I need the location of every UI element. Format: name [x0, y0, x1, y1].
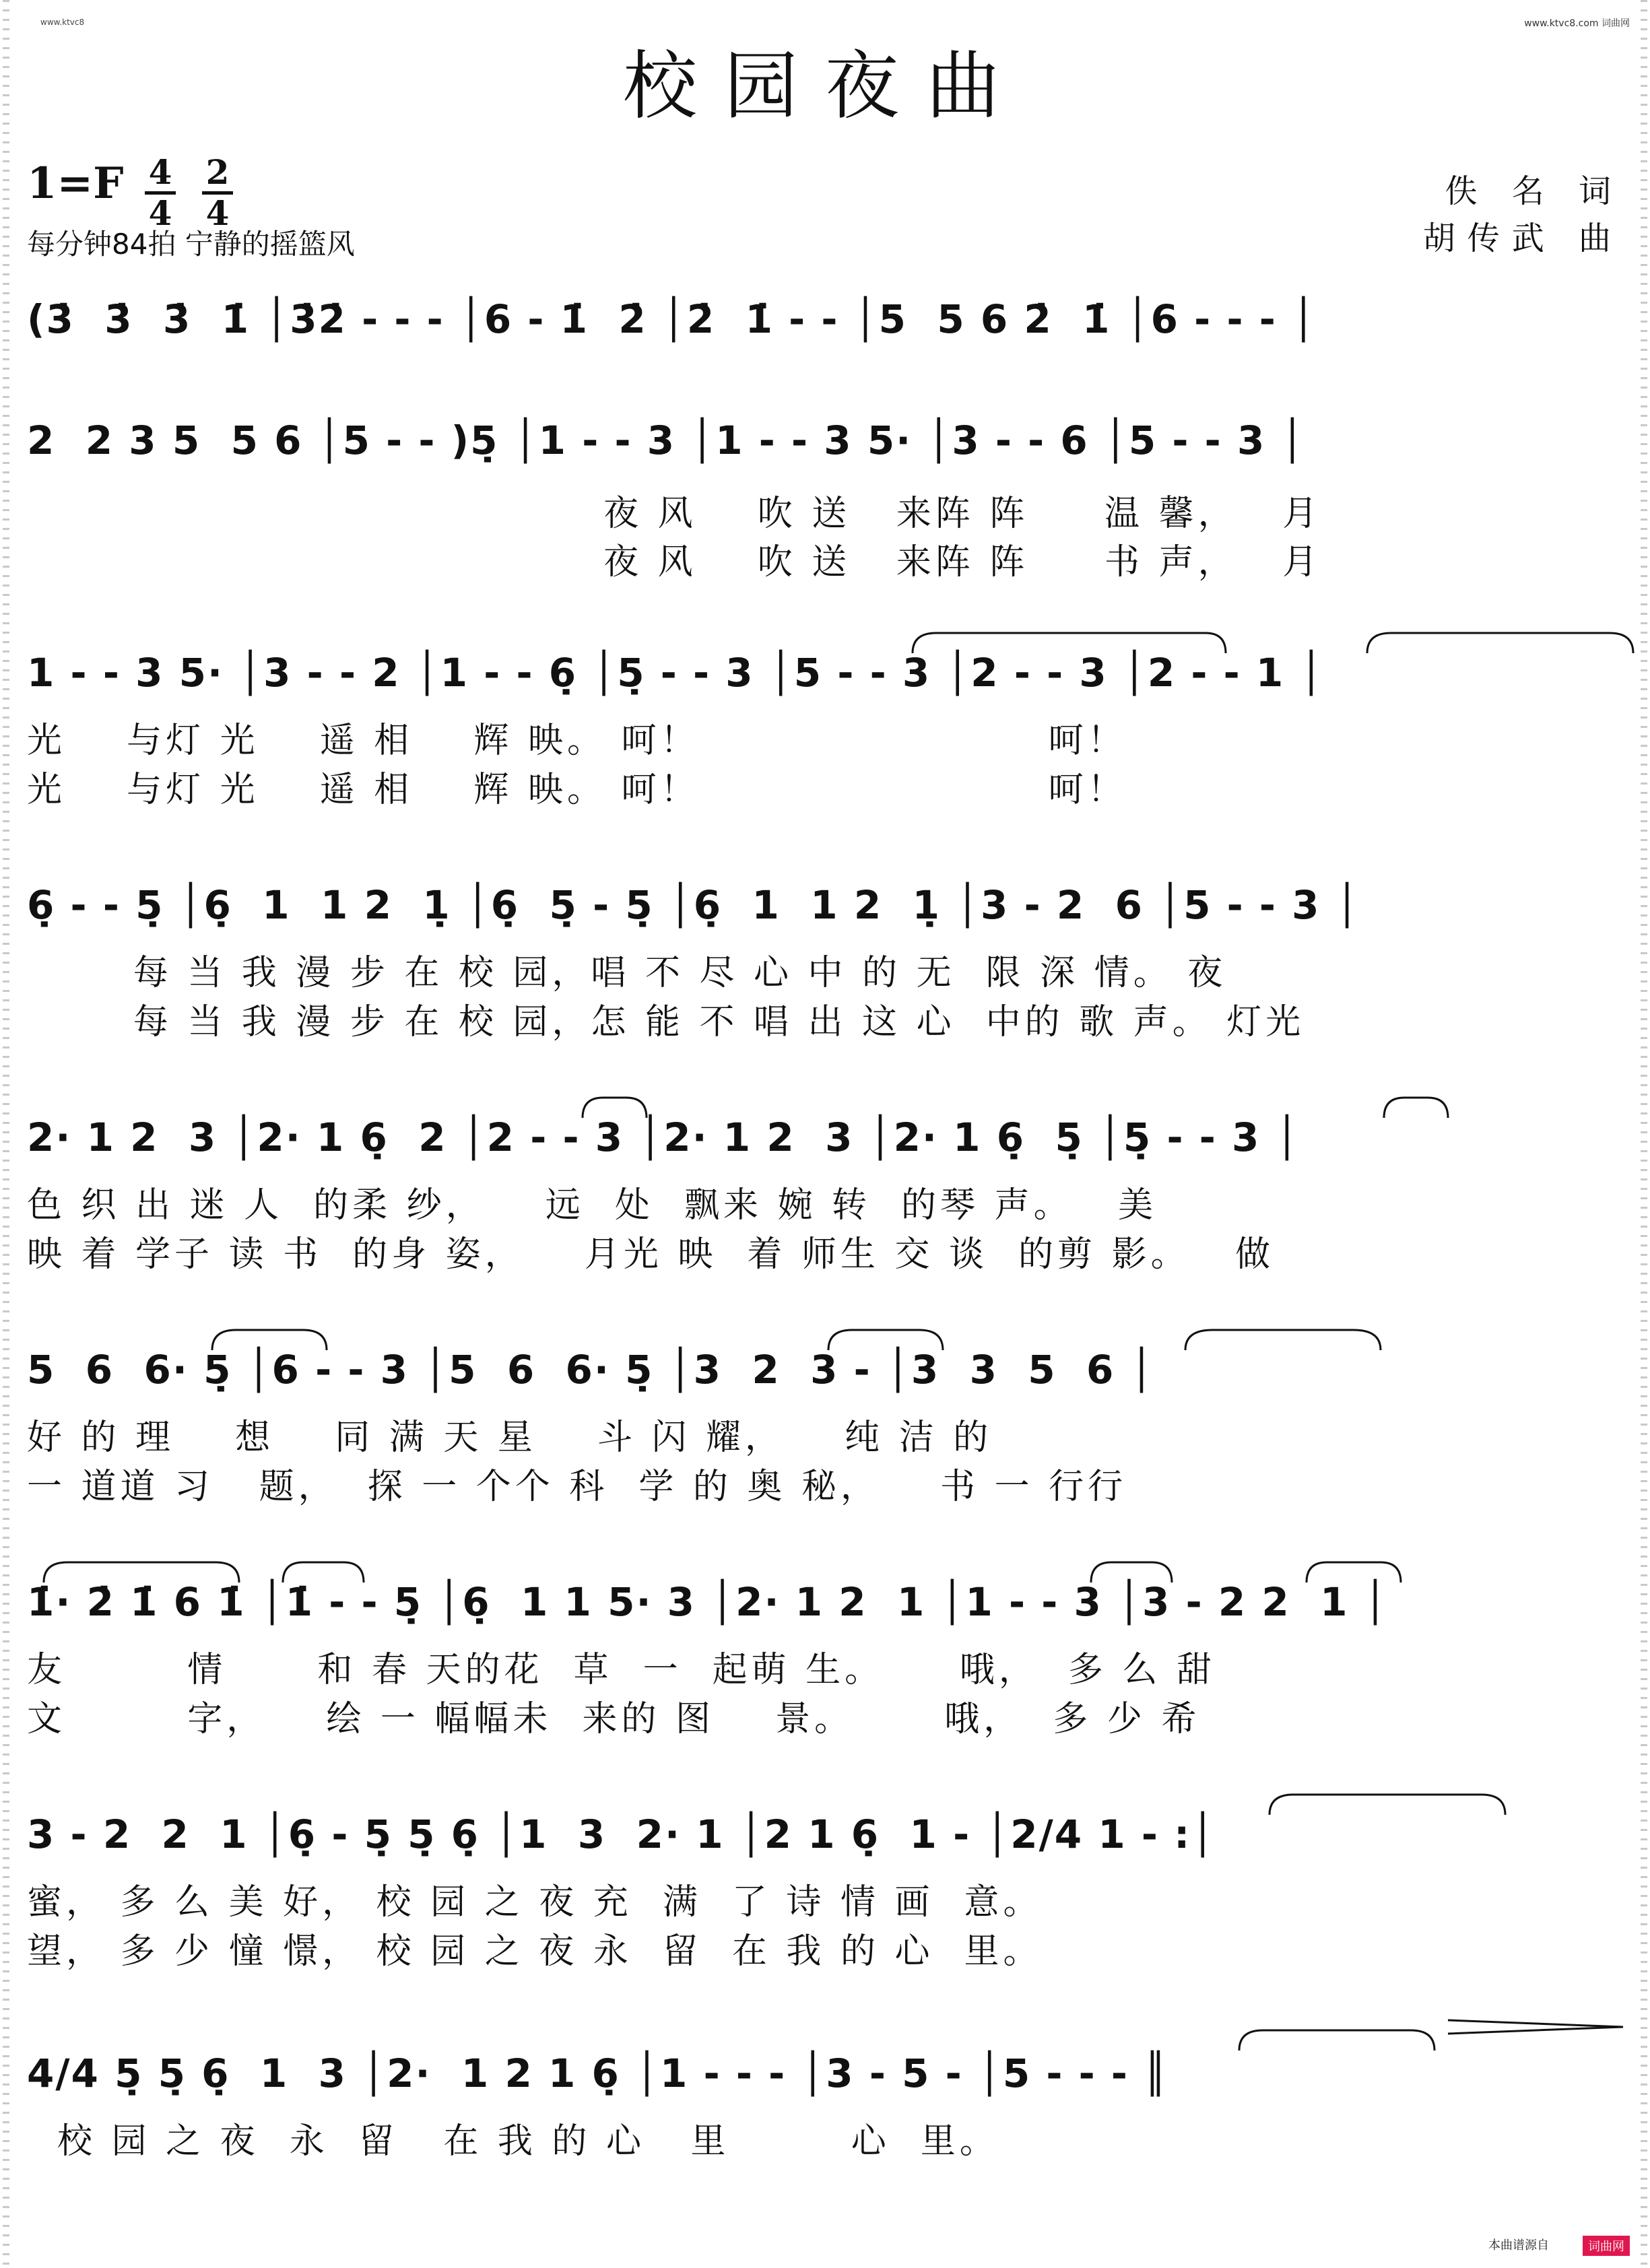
score-system-6: [27, 1347, 1623, 1508]
footer-logo[interactable]: 词曲网: [1583, 2236, 1630, 2256]
notation-line: 4/4 5̣ 5̣ 6̣ 1 3 │2· 1 2 1 6̣ │1 - - - │3 - 5 - │5 - - - ║: [27, 2050, 1169, 2096]
notation-line: 6̣ - - 5̣ │6̣ 1 1 2 1̣ │6̣ 5̣ - 5̣ │6̣ 1 1 2 1̣ │3 - 2 6 │5 - - 3 │: [27, 882, 1360, 928]
decrescendo-and-slur: [1226, 2017, 1630, 2057]
notation-line: 5 6 6· 5̣ │6 - - 3 │5 6 6· 5̣ │3 2 3 - │3 3 5 6 │: [27, 1347, 1155, 1393]
lyrics-verse-2: 一 道道 习 题， 探 一 个个 科 学 的 奥 秘， 书 一 行行: [27, 1467, 1127, 1507]
footer-source-note: 本曲谱源自: [1488, 2238, 1549, 2253]
time-sig-numerator: 2: [205, 152, 230, 192]
tempo-marking: 每分钟84拍 宁静的摇篮风: [27, 228, 355, 261]
left-decorative-border: [3, 0, 9, 2268]
score-system-1: [27, 296, 1623, 377]
score-system-7: [27, 1579, 1623, 1741]
source-watermark-left: www.ktvc8: [40, 18, 85, 27]
score-system-8: [27, 1811, 1623, 1973]
lyrics-verse-2: 夜 风 吹 送 来阵 阵 书 声， 月: [27, 542, 1322, 582]
score-system-4: [27, 882, 1623, 1044]
notation-line: 1 - - 3 5· │3 - - 2 │1 - - 6̣ │5̣ - - 3 │5 - - 3 │2 - - 3 │2 - - 1 │: [27, 650, 1325, 696]
lyrics-verse-2: 每 当 我 漫 步 在 校 园，怎 能 不 唱 出 这 心 中的 歌 声。 灯光: [27, 1002, 1305, 1042]
notation-line: 2· 1 2 3 │2· 1 6̣ 2 │2 - - 3 │2· 1 2 3 │2· 1 6̣ 5̣ │5̣ - - 3 │: [27, 1114, 1300, 1160]
lyrics-verse-1: 蜜， 多 么 美 好， 校 园 之 夜 充 满 了 诗 情 画 意。: [27, 1882, 1043, 1923]
song-title: 校园夜曲: [623, 43, 1027, 129]
lyrics-verse-2: 文 字， 绘 一 幅幅未 来的 图 景。 哦， 多 少 希: [27, 1699, 1201, 1739]
lyrics-verse-1: 校 园 之 夜 永 留 在 我 的 心 里 心 里。: [27, 2121, 999, 2162]
notation-line: 1̇· 2̇ 1̇ 6 1̇ │1̇ - - 5̣ │6̣ 1 1 5· 3 │2· 1 2 1 │1 - - 3 │3 - 2 2 1 │: [27, 1579, 1389, 1625]
lyrics-verse-1: 每 当 我 漫 步 在 校 园，唱 不 尽 心 中 的 无 限 深 情。 夜: [27, 953, 1227, 993]
time-sig-denominator: 4: [205, 193, 230, 233]
notation-line: 3 - 2 2 1 │6̣ - 5̣ 5̣ 6̣ │1 3 2· 1 │2 1 6̣ 1 - │2/4 1 - :│: [27, 1811, 1216, 1857]
slur-marks: [1266, 1791, 1536, 1818]
score-system-9: [27, 2050, 1623, 2185]
lyrics-verse-1: 友 情 和 春 天的花 草 一 起萌 生。 哦， 多 么 甜: [27, 1650, 1216, 1690]
lyrics-verse-1: 色 织 出 迷 人 的柔 纱， 远 处 飘来 婉 转 的琴 声。 美: [27, 1185, 1158, 1226]
time-sig-numerator: 4: [148, 152, 172, 192]
notation-line: 2 2 3 5 5 6 │5 - - )5̣ │1 - - 3 │1 - - 3 5· │3 - - 6 │5 - - 3 │: [27, 418, 1306, 463]
lyrics-verse-2: 光 与灯 光 遥 相 辉 映。 呵！ 呵！: [27, 770, 1127, 810]
source-watermark-right: www.ktvc8.com 词曲网: [1524, 18, 1630, 29]
lyrics-verse-1: 光 与灯 光 遥 相 辉 映。 呵！ 呵！: [27, 721, 1127, 761]
time-signature-4-4: [145, 152, 176, 233]
score-system-2: [27, 418, 1623, 582]
key-signature: 1=F: [27, 158, 124, 209]
lyricist-credit: 佚 名 词: [1445, 172, 1623, 210]
time-signature-2-4: [202, 152, 233, 233]
right-decorative-border: [1641, 0, 1647, 2268]
lyrics-verse-2: 望， 多 少 憧 憬， 校 园 之 夜 永 留 在 我 的 心 里。: [27, 1931, 1043, 1972]
lyrics-verse-1: 好 的 理 想 同 满 天 星 斗 闪 耀， 纯 洁 的: [27, 1418, 993, 1458]
time-sig-denominator: 4: [148, 193, 172, 233]
lyrics-verse-2: 映 着 学子 读 书 的身 姿， 月光 映 着 师生 交 谈 的剪 影。 做: [27, 1234, 1275, 1275]
score-system-5: [27, 1114, 1623, 1276]
composer-credit: 胡传武 曲: [1422, 220, 1623, 257]
lyrics-verse-1: 夜 风 吹 送 来阵 阵 温 馨， 月: [27, 494, 1322, 534]
score-system-3: [27, 650, 1623, 811]
notation-line: (3̇ 3̇ 3̇ 1̇ │3̇2̇ - - - │6 - 1̇ 2̇ │2̇ 1̇ - - │5 5 6 2̇ 1̇ │6 - - - │: [27, 296, 1317, 342]
